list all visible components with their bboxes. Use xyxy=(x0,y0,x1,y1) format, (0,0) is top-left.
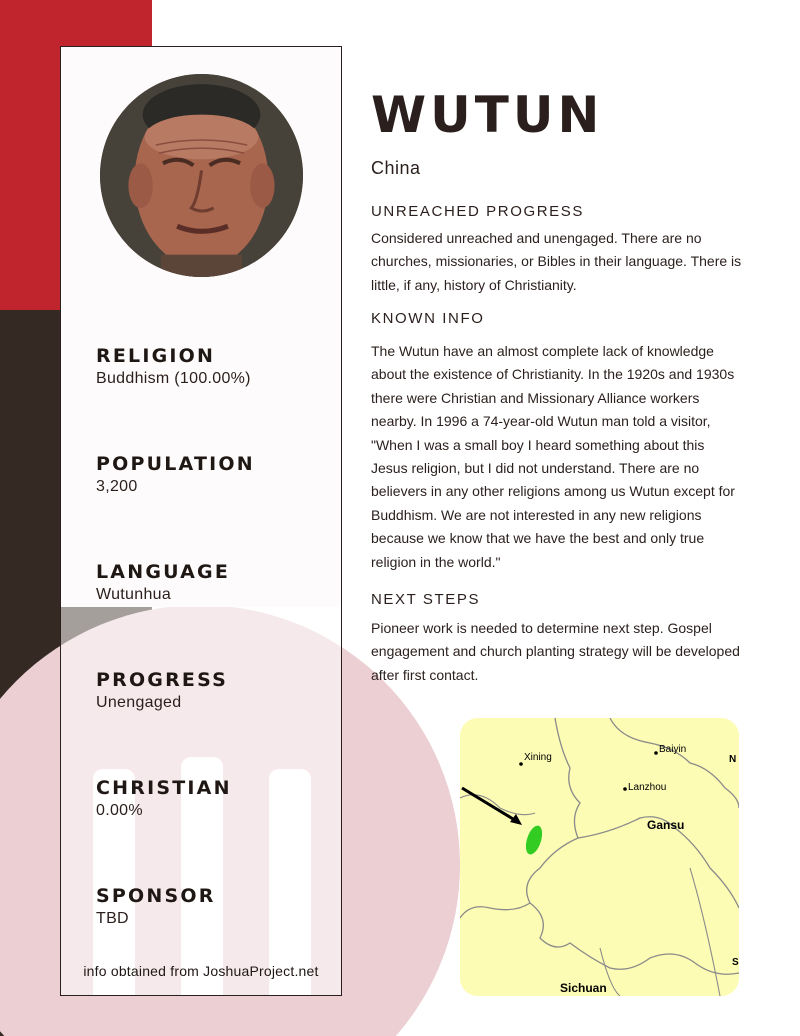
language-value: Wutunhua xyxy=(96,586,172,603)
profile-card xyxy=(60,46,342,996)
country-subtitle: China xyxy=(371,158,421,178)
location-map xyxy=(460,718,739,996)
known-info-body: The Wutun have an almost complete lack of knowledge about the existence of Christianity. In the 1920s and 1930s there were Christian and Missionary Alliance workers nearby. In 1996 a 74-year-old Wutun man told a visitor, "When I was a small boy I heard something about this Jesus religion, but I did not understand. There are no believers in any other religions among us Wutun except for Buddhism. We are not interested in any new religions because we know that we have the best and only true religion in the world." xyxy=(371,343,735,570)
religion-label: RELIGION xyxy=(96,345,216,367)
map-label-edge-north: N xyxy=(729,754,737,765)
portrait-photo xyxy=(100,74,303,277)
known-info-heading: KNOWN INFO xyxy=(371,310,485,327)
progress-fact xyxy=(96,669,228,712)
christian-fact xyxy=(96,777,232,820)
sponsor-fact xyxy=(96,885,216,928)
map-label-xining: Xining xyxy=(524,752,552,763)
page-title: WUTUN xyxy=(371,86,604,144)
source-credit: info obtained from JoshuaProject.net xyxy=(83,963,319,979)
city-dot xyxy=(623,787,627,791)
map-label-baiyin: Baiyin xyxy=(659,744,687,755)
map-label-sichuan: Sichuan xyxy=(560,981,607,995)
population-fact xyxy=(96,453,255,496)
next-steps-heading: NEXT STEPS xyxy=(371,591,481,608)
unreached-body: Considered unreached and unengaged. There are no churches, missionaries, or Bibles in their language. There is little, if any, history of Christianity. xyxy=(371,230,742,293)
portrait-illustration xyxy=(100,74,303,277)
progress-value: Unengaged xyxy=(96,694,182,711)
population-value: 3,200 xyxy=(96,478,138,495)
map-label-gansu: Gansu xyxy=(647,818,685,832)
sponsor-value: TBD xyxy=(96,910,129,927)
religion-fact xyxy=(96,345,251,388)
population-label: POPULATION xyxy=(96,453,255,475)
map-label-edge-south: S xyxy=(732,957,739,968)
progress-label: PROGRESS xyxy=(96,669,229,691)
decor-pillar xyxy=(269,769,311,996)
language-fact xyxy=(96,561,230,604)
city-dot xyxy=(654,751,658,755)
religion-value: Buddhism (100.00%) xyxy=(96,370,251,387)
next-steps-body: Pioneer work is needed to determine next step. Gospel engagement and church planting strategy will be developed after first contact. xyxy=(371,620,740,683)
map-graphic xyxy=(460,718,739,996)
map-label-lanzhou: Lanzhou xyxy=(628,782,667,793)
christian-value: 0.00% xyxy=(96,802,143,819)
city-dot xyxy=(519,762,523,766)
unreached-heading: UNREACHED PROGRESS xyxy=(371,203,584,220)
language-label: LANGUAGE xyxy=(96,561,231,583)
christian-label: CHRISTIAN xyxy=(96,777,232,799)
sponsor-label: SPONSOR xyxy=(96,885,216,907)
